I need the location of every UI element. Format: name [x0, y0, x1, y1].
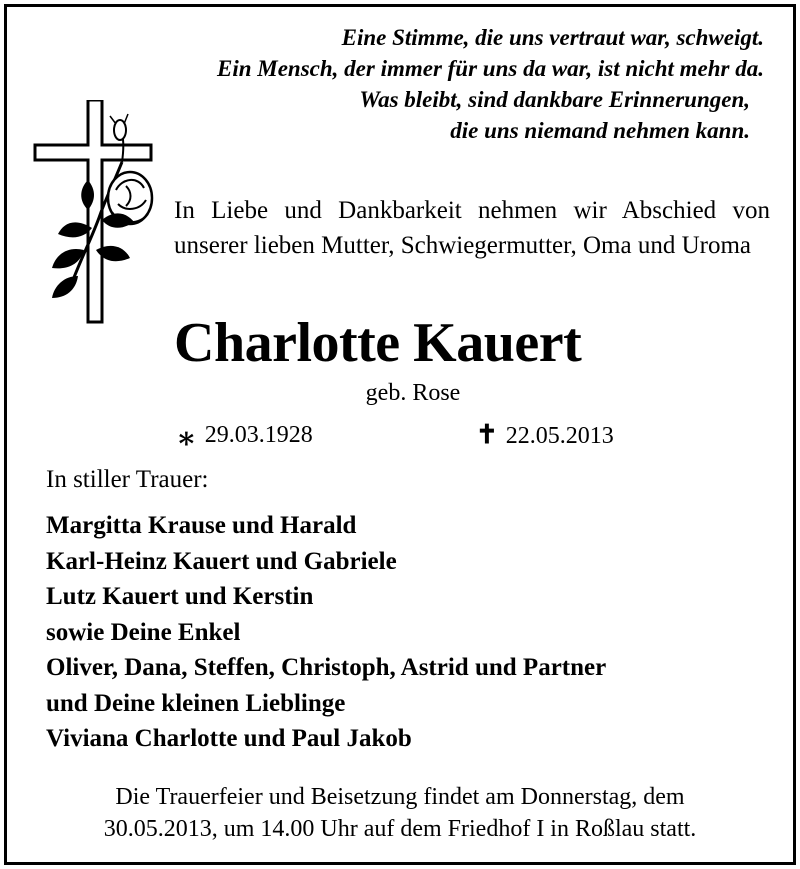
mourner-line: Margitta Krause und Harald [46, 512, 357, 539]
poem-line: Ein Mensch, der immer für uns da war, ist nicht mehr da. [216, 56, 764, 81]
poem [217, 22, 764, 146]
mourner-line: Lutz Kauert und Kerstin [46, 583, 314, 610]
cross-with-rose-icon [30, 100, 160, 330]
birth-name: geb. Rose [365, 380, 461, 406]
poem-line: die uns niemand nehmen kann. [450, 118, 750, 143]
cross-icon: ✝ [476, 420, 498, 449]
notice-line: 30.05.2013, um 14.00 Uhr auf dem Friedhof I in Roßlau statt. [103, 816, 697, 842]
intro-text: In Liebe und Dankbarkeit nehmen wir Abschied von unserer lieben Mutter, Schwiegermutter, Oma und Uroma [174, 197, 770, 259]
poem-line: Eine Stimme, die uns vertraut war, schweigt. [341, 25, 764, 50]
mourner-line: Oliver, Dana, Steffen, Christoph, Astrid und Partner [46, 654, 607, 681]
funeral-notice [20, 781, 780, 845]
poem-line: Was bleibt, sind dankbare Erinnerungen, [359, 87, 750, 112]
mourner-line: sowie Deine Enkel [46, 618, 241, 646]
birth-date [176, 420, 313, 455]
mourner-line: Viviana Charlotte und Paul Jakob [46, 725, 412, 752]
death-date-value: 22.05.2013 [505, 423, 614, 449]
birth-date-value: 29.03.1928 [204, 422, 313, 448]
mourners-label: In stiller Trauer: [46, 466, 209, 493]
mourner-line: Karl-Heinz Kauert und Gabriele [46, 547, 397, 575]
deceased-name: Charlotte Kauert [174, 312, 582, 374]
mourner-line: und Deine kleinen Lieblinge [46, 689, 346, 717]
death-date [476, 420, 614, 451]
notice-line: Die Trauerfeier und Beisetzung findet am Donnerstag, dem [115, 784, 685, 810]
asterisk-icon: ∗ [176, 422, 197, 455]
mourners-list [46, 508, 606, 757]
